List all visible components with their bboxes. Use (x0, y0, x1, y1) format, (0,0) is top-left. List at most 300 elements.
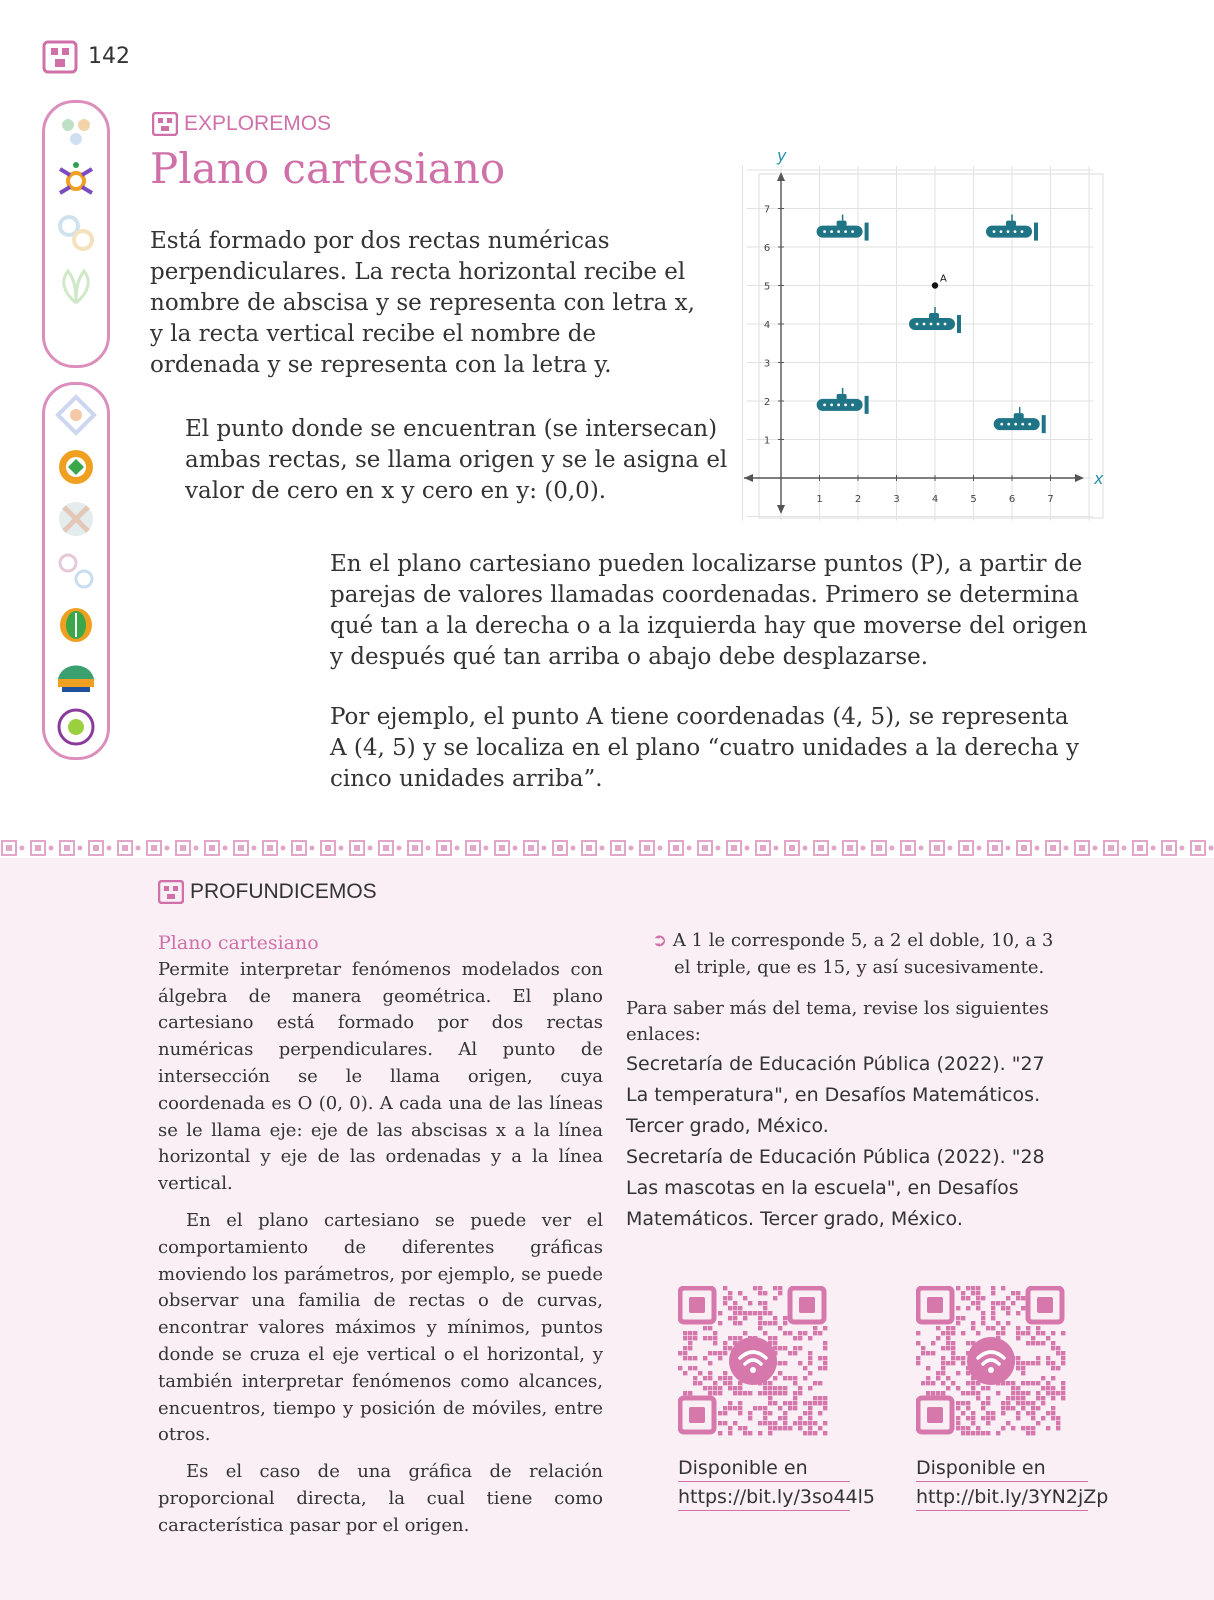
qr-module (1061, 1361, 1065, 1365)
qr-module (1006, 1296, 1010, 1300)
qr-block-2 (916, 1286, 1109, 1511)
submarine-window (923, 323, 926, 326)
qr-module (823, 1401, 827, 1405)
qr-module (708, 1391, 712, 1395)
qr-finder-inner (799, 1297, 815, 1313)
qr-module (703, 1336, 707, 1340)
qr-module (753, 1286, 757, 1290)
qr-module (748, 1416, 752, 1420)
qr-module (753, 1406, 757, 1410)
qr-module (1026, 1401, 1030, 1405)
x-tick-label: 1 (816, 494, 823, 505)
qr-module (763, 1416, 767, 1420)
section-emblem-icon (152, 112, 178, 136)
qr-module (798, 1336, 802, 1340)
qr-module (966, 1401, 970, 1405)
qr-module (966, 1391, 970, 1395)
deepen-label-text: PROFUNDICEMOS (190, 880, 377, 903)
qr-module (773, 1341, 777, 1345)
qr-module (926, 1391, 930, 1395)
qr-module (808, 1431, 812, 1435)
qr-module (723, 1286, 727, 1290)
qr-module (1021, 1366, 1025, 1370)
qr-module (1021, 1331, 1025, 1335)
qr-module (996, 1391, 1000, 1395)
qr-module (803, 1376, 807, 1380)
qr-finder-inner (689, 1407, 705, 1423)
qr-module (768, 1321, 772, 1325)
qr-module (976, 1291, 980, 1295)
qr-module (683, 1391, 687, 1395)
qr-module (1026, 1391, 1030, 1395)
submarine-window (830, 403, 833, 406)
qr-module (971, 1291, 975, 1295)
qr-module (981, 1321, 985, 1325)
submarine-window (1014, 423, 1017, 426)
qr-module (1001, 1426, 1005, 1430)
qr-module (956, 1401, 960, 1405)
page-number: 142 (88, 44, 130, 69)
qr-module (708, 1361, 712, 1365)
qr-module (728, 1376, 732, 1380)
qr-module (773, 1286, 777, 1290)
submarine-window (1021, 230, 1024, 233)
wifi-dot (988, 1367, 994, 1373)
qr-module (768, 1426, 772, 1430)
qr-code-1-icon[interactable] (678, 1286, 828, 1436)
qr-module (683, 1356, 687, 1360)
qr-finder-inner (689, 1297, 705, 1313)
qr-module (1051, 1341, 1055, 1345)
qr-module (718, 1431, 722, 1435)
cross-circle-icon (54, 497, 98, 541)
x-tick-label: 5 (970, 494, 977, 505)
qr-module (1026, 1326, 1030, 1330)
x-tick-label: 7 (1047, 494, 1054, 505)
qr-module (808, 1371, 812, 1375)
qr-module (996, 1301, 1000, 1305)
qr-module (986, 1326, 990, 1330)
deepen-paragraph-3: Es el caso de una gráfica de relación proporcional directa, la cual tiene como característica pasar por el origen. (158, 1461, 603, 1536)
qr-module (793, 1391, 797, 1395)
qr-module (1026, 1341, 1030, 1345)
qr-module (798, 1421, 802, 1425)
qr-module (763, 1406, 767, 1410)
qr-module (1026, 1331, 1030, 1335)
qr-module (738, 1401, 742, 1405)
qr-module (951, 1326, 955, 1330)
qr-module (758, 1391, 762, 1395)
qr-module (991, 1326, 995, 1330)
qr-module (1046, 1426, 1050, 1430)
qr-module (976, 1301, 980, 1305)
qr-module (951, 1381, 955, 1385)
qr-module (818, 1426, 822, 1430)
qr-module (1056, 1391, 1060, 1395)
qr-module (971, 1286, 975, 1290)
submarine-propeller (1034, 223, 1038, 241)
qr-module (723, 1296, 727, 1300)
qr-module (946, 1331, 950, 1335)
qr-module (1026, 1361, 1030, 1365)
qr-module (961, 1331, 965, 1335)
submarine-window (844, 230, 847, 233)
qr-module (1046, 1386, 1050, 1390)
qr-module (1001, 1406, 1005, 1410)
qr-module (1011, 1426, 1015, 1430)
qr-module (951, 1331, 955, 1335)
qr1-label: Disponible en (678, 1457, 850, 1482)
qr-module (916, 1356, 920, 1360)
qr-module (773, 1386, 777, 1390)
submarine-window (851, 230, 854, 233)
qr-module (808, 1356, 812, 1360)
qr-module (788, 1426, 792, 1430)
qr-module (803, 1331, 807, 1335)
qr-module (961, 1291, 965, 1295)
qr-module (778, 1361, 782, 1365)
qr-module (723, 1411, 727, 1415)
qr-module (1016, 1296, 1020, 1300)
submarine-window (1007, 230, 1010, 233)
bullet-arrow-icon: ➲ (652, 930, 673, 951)
qr-module (1016, 1291, 1020, 1295)
qr-module (931, 1341, 935, 1345)
qr-module (931, 1381, 935, 1385)
qr-module (1046, 1336, 1050, 1340)
qr-module (768, 1421, 772, 1425)
qr-module (1061, 1381, 1065, 1385)
qr-module (763, 1391, 767, 1395)
qr-module (738, 1291, 742, 1295)
fan-icon (54, 653, 98, 697)
qr-module (793, 1396, 797, 1400)
qr-module (793, 1351, 797, 1355)
ring-target-icon (54, 445, 98, 489)
qr-module (1051, 1416, 1055, 1420)
qr-module (976, 1306, 980, 1310)
submarine-window (837, 403, 840, 406)
qr-module (1011, 1301, 1015, 1305)
qr-module (728, 1291, 732, 1295)
qr-module (1026, 1381, 1030, 1385)
qr-module (768, 1336, 772, 1340)
qr-module (991, 1316, 995, 1320)
qr-module (808, 1401, 812, 1405)
qr-module (1006, 1381, 1010, 1385)
qr-module (956, 1306, 960, 1310)
qr-module (688, 1346, 692, 1350)
submarine-propeller (865, 223, 869, 241)
deepen-subtitle: Plano cartesiano (158, 932, 319, 954)
submarine-window (930, 323, 933, 326)
qr-module (1021, 1401, 1025, 1405)
qr-module (728, 1401, 732, 1405)
qr-module (941, 1371, 945, 1375)
submarine-window (1014, 230, 1017, 233)
qr-module (748, 1311, 752, 1315)
qr-module (743, 1426, 747, 1430)
qr-module (763, 1421, 767, 1425)
qr-module (1016, 1396, 1020, 1400)
qr-module (981, 1431, 985, 1435)
qr-module (723, 1376, 727, 1380)
qr-module (738, 1321, 742, 1325)
qr-module (758, 1326, 762, 1330)
qr-module (1051, 1376, 1055, 1380)
qr-module (808, 1386, 812, 1390)
qr-module (1031, 1431, 1035, 1435)
qr-module (1021, 1371, 1025, 1375)
qr-module (763, 1291, 767, 1295)
qr-module (783, 1316, 787, 1320)
qr-module (823, 1326, 827, 1330)
qr-module (1046, 1361, 1050, 1365)
qr-module (1011, 1406, 1015, 1410)
qr-module (763, 1306, 767, 1310)
qr-module (1021, 1426, 1025, 1430)
qr-module (773, 1376, 777, 1380)
qr-module (956, 1426, 960, 1430)
qr-module (808, 1336, 812, 1340)
qr-module (961, 1316, 965, 1320)
side-icons-group-2 (42, 382, 110, 760)
qr-module (768, 1411, 772, 1415)
qr-module (783, 1416, 787, 1420)
qr-module (926, 1351, 930, 1355)
section-divider (0, 838, 1214, 858)
qr-module (728, 1336, 732, 1340)
qr-module (718, 1321, 722, 1325)
qr-module (986, 1396, 990, 1400)
qr-module (981, 1406, 985, 1410)
qr-module (743, 1431, 747, 1435)
qr-module (738, 1336, 742, 1340)
y-tick-label: 6 (763, 243, 771, 254)
qr-module (783, 1386, 787, 1390)
qr-module (926, 1381, 930, 1385)
qr-module (818, 1366, 822, 1370)
qr-module (778, 1406, 782, 1410)
qr-module (793, 1406, 797, 1410)
submarine-propeller (865, 396, 869, 414)
qr-module (966, 1296, 970, 1300)
qr-module (1001, 1401, 1005, 1405)
qr-module (941, 1391, 945, 1395)
qr-module (783, 1321, 787, 1325)
qr-module (743, 1296, 747, 1300)
qr-module (1001, 1331, 1005, 1335)
qr-module (683, 1346, 687, 1350)
qr-module (1041, 1401, 1045, 1405)
qr-module (1031, 1416, 1035, 1420)
qr-finder-inner (1037, 1297, 1053, 1313)
qr-module (1006, 1306, 1010, 1310)
qr-module (728, 1426, 732, 1430)
submarine-tower (1006, 221, 1016, 227)
submarine-window (823, 403, 826, 406)
qr-module (758, 1321, 762, 1325)
qr1-link[interactable]: https://bit.ly/3so44l5 (678, 1486, 850, 1511)
qr-module (783, 1391, 787, 1395)
qr-module (1036, 1361, 1040, 1365)
submarine-window (837, 230, 840, 233)
qr-module (1046, 1391, 1050, 1395)
qr-module (818, 1411, 822, 1415)
qr-module (1016, 1336, 1020, 1340)
qr-module (961, 1431, 965, 1435)
qr-module (788, 1376, 792, 1380)
y-tick-label: 4 (763, 320, 771, 331)
qr-finder-inner (927, 1297, 943, 1313)
qr-module (1031, 1426, 1035, 1430)
qr-module (996, 1331, 1000, 1335)
qr-module (936, 1376, 940, 1380)
qr-module (1061, 1351, 1065, 1355)
qr-module (956, 1406, 960, 1410)
qr-module (976, 1391, 980, 1395)
qr-module (941, 1331, 945, 1335)
qr-module (956, 1286, 960, 1290)
submarine-window (1000, 423, 1003, 426)
qr-module (748, 1301, 752, 1305)
explore-paragraph-4: Por ejemplo, el punto A tiene coordenadas (4, 5), se representa A (4, 5) y se localiza en el plano “cuatro unidades a la derecha y cinco unidades arriba”. (330, 704, 1080, 792)
qr-module (823, 1421, 827, 1425)
submarine-window (823, 230, 826, 233)
qr-module (981, 1416, 985, 1420)
qr-module (788, 1331, 792, 1335)
side-icons-group-1 (42, 100, 110, 368)
qr-module (803, 1366, 807, 1370)
qr-module (718, 1356, 722, 1360)
qr-module (1056, 1421, 1060, 1425)
qr-module (798, 1426, 802, 1430)
qr-module (688, 1366, 692, 1370)
qr-module (683, 1371, 687, 1375)
qr-module (738, 1386, 742, 1390)
qr-module (1036, 1331, 1040, 1335)
qr-module (778, 1291, 782, 1295)
submarine-tower (837, 221, 847, 227)
qr-module (966, 1381, 970, 1385)
qr-module (808, 1426, 812, 1430)
qr-module (986, 1416, 990, 1420)
qr-module (1036, 1356, 1040, 1360)
qr-module (773, 1316, 777, 1320)
qr-module (693, 1376, 697, 1380)
qr-module (1026, 1426, 1030, 1430)
qr-module (1001, 1306, 1005, 1310)
qr-module (981, 1311, 985, 1315)
qr-module (688, 1331, 692, 1335)
qr-module (1041, 1416, 1045, 1420)
qr-module (708, 1326, 712, 1330)
qr-module (1021, 1361, 1025, 1365)
qr-module (773, 1421, 777, 1425)
submarine-window (916, 323, 919, 326)
qr-module (708, 1351, 712, 1355)
y-tick-label: 7 (763, 204, 771, 216)
qr-module (808, 1351, 812, 1355)
reference-2: Secretaría de Educación Pública (2022). "28 Las mascotas en la escuela", en Desafíos Matemáticos. Tercer grado, México. (626, 1146, 1045, 1231)
qr-module (703, 1326, 707, 1330)
qr-module (1016, 1331, 1020, 1335)
qr-finder-inner (927, 1407, 943, 1423)
cartesian-plane-chart (740, 140, 1110, 530)
x-axis-label: x (1094, 469, 1104, 488)
submarine-window (1021, 423, 1024, 426)
explore-paragraph-3: En el plano cartesiano pueden localizarse puntos (P), a partir de parejas de valores llamadas coordenadas. Primero se determina qué tan a la derecha o a la izquierda hay que moverse del origen y después qué tan arriba o abajo debe desplazarse. (330, 551, 1088, 670)
qr-module (798, 1416, 802, 1420)
qr-module (823, 1366, 827, 1370)
qr-module (803, 1421, 807, 1425)
qr-module (1011, 1391, 1015, 1395)
qr-module (743, 1331, 747, 1335)
qr-module (946, 1346, 950, 1350)
qr-module (688, 1391, 692, 1395)
qr-module (996, 1321, 1000, 1325)
qr-module (748, 1431, 752, 1435)
qr-module (818, 1396, 822, 1400)
qr-module (763, 1411, 767, 1415)
header-emblem-icon (42, 40, 78, 78)
qr-module (758, 1406, 762, 1410)
qr-module (688, 1336, 692, 1340)
qr-module (753, 1311, 757, 1315)
qr-module (1051, 1391, 1055, 1395)
qr-module (823, 1431, 827, 1435)
qr-module (793, 1346, 797, 1350)
qr-module (956, 1421, 960, 1425)
lotus-icon (54, 601, 98, 645)
qr-module (723, 1341, 727, 1345)
qr-module (768, 1391, 772, 1395)
qr-module (733, 1311, 737, 1315)
qr-module (818, 1381, 822, 1385)
qr-module (758, 1316, 762, 1320)
flower-faded-icon (56, 111, 96, 151)
submarine-tower (929, 313, 939, 319)
reference-1: Secretaría de Educación Pública (2022). "27 La temperatura", en Desafíos Matemáticos. Tercer grado, México. (626, 1053, 1045, 1138)
qr-module (733, 1386, 737, 1390)
qr-module (1046, 1381, 1050, 1385)
qr-module (1031, 1406, 1035, 1410)
qr-module (798, 1361, 802, 1365)
qr-module (936, 1391, 940, 1395)
qr-module (798, 1391, 802, 1395)
qr-module (976, 1296, 980, 1300)
submarine-window (844, 403, 847, 406)
qr-module (986, 1421, 990, 1425)
qr-module (946, 1376, 950, 1380)
qr-module (783, 1346, 787, 1350)
point-marker (932, 282, 938, 288)
qr-module (981, 1296, 985, 1300)
qr-module (763, 1386, 767, 1390)
qr-module (783, 1331, 787, 1335)
qr-module (1016, 1356, 1020, 1360)
percent-rings-icon (54, 549, 98, 593)
qr-code-2-icon[interactable] (916, 1286, 1066, 1436)
deepen-paragraph-2: En el plano cartesiano se puede ver el comportamiento de diferentes gráficas moviendo los parámetros, por ejemplo, se puede observar una familia de rectas o de curvas, encontrar valores máximos y mínimos, puntos donde se cruza el eje vertical o el horizontal, y también interpretar fenómenos como alcances, encuentros, tiempo y posición de móviles, entre otros. (158, 1209, 603, 1446)
x-tick-label: 3 (893, 494, 900, 505)
qr2-link[interactable]: http://bit.ly/3YN2jZp (916, 1486, 1088, 1511)
qr-module (813, 1331, 817, 1335)
qr-module (941, 1366, 945, 1370)
qr-module (803, 1411, 807, 1415)
qr-module (738, 1306, 742, 1310)
qr-module (991, 1286, 995, 1290)
